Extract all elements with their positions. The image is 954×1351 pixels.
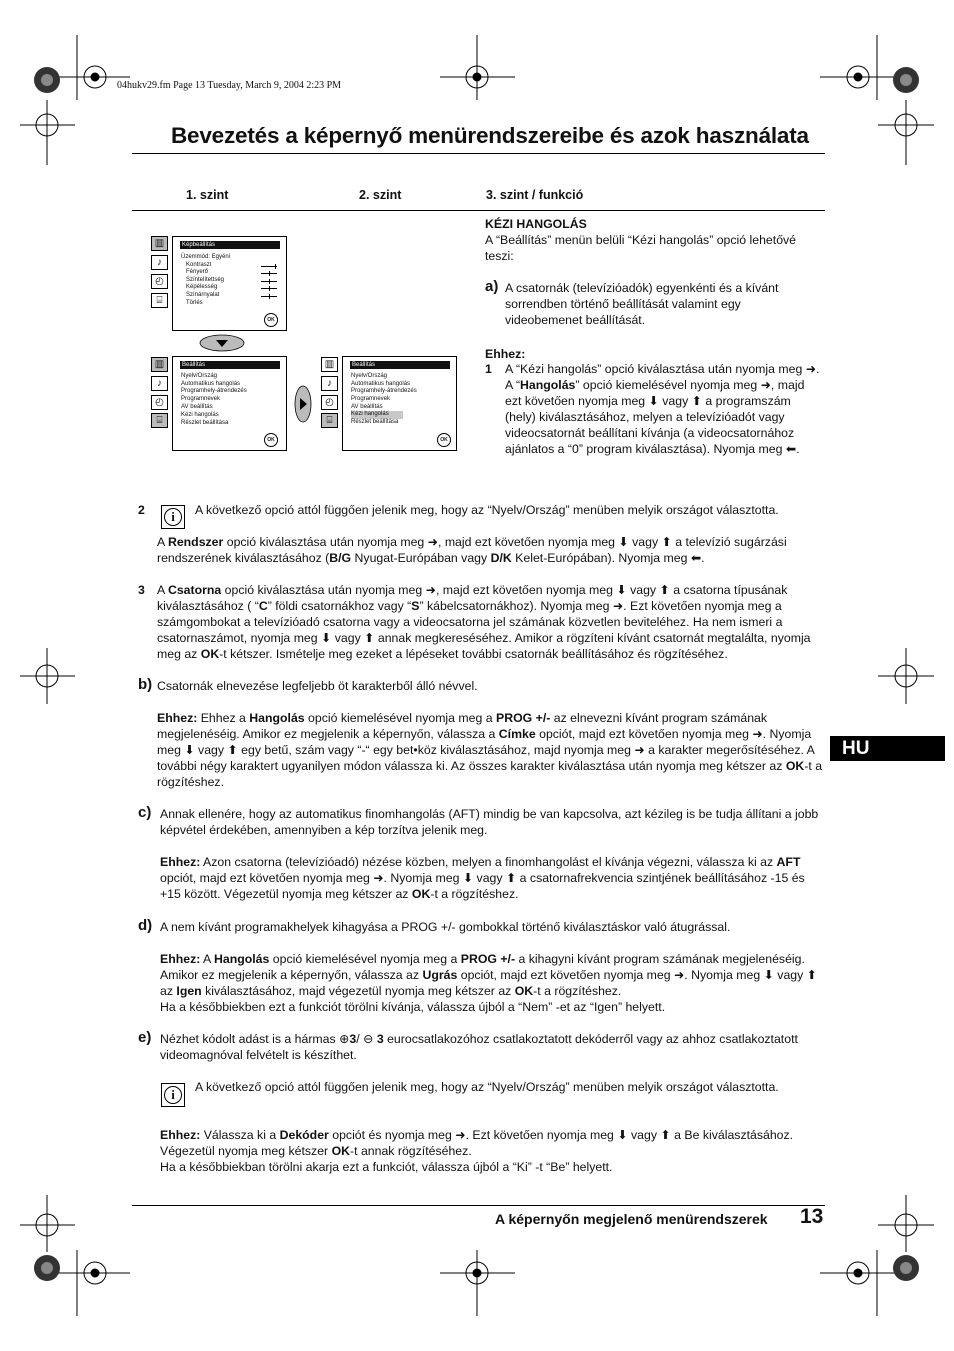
footer-section-title: A képernyőn megjelenő menürendszerek <box>495 1211 768 1227</box>
picture-menu-icon: ▥ <box>151 236 168 251</box>
info-icon: i <box>161 1083 185 1107</box>
item-label-a: a) <box>485 278 499 295</box>
menu-item: Programhely-átrendezés <box>351 388 417 394</box>
header-rule <box>132 210 825 211</box>
setup-menu-screen-selected <box>342 356 457 451</box>
picture-menu-screen <box>172 236 287 331</box>
sound-menu-icon: ♪ <box>151 376 168 391</box>
menu-item: Nyelv/Ország <box>351 373 388 379</box>
item-e-instructions: Ehhez: Válassza ki a Dekóder opciót és nyomja meg ➜. Ezt követően nyomja meg ⬇ vagy ⬆ a Be kiválasztásához. Végezetül nyomja meg kétszer OK-t annak rögzítéséhez. Ha a későbbiekban törölni akarja ezt a funkciót, válassza újból a “Ki” -t “Be” helyett. <box>160 1128 794 1174</box>
title-rule <box>132 153 825 154</box>
step-number-1: 1 <box>485 362 492 376</box>
setup-menu-title: Beállítás <box>350 361 450 369</box>
footer-rule <box>132 1205 825 1206</box>
setup-menu-icon: ⌸ <box>321 413 338 428</box>
info-note-1: A következő opció attól függően jelenik meg, hogy az “Nyelv/Ország” menüben melyik országot választotta. <box>195 503 779 517</box>
column-header-level1: 1. szint <box>186 188 229 202</box>
menu-item: Törlés <box>186 300 203 306</box>
intro-text: A “Beállítás” menün belüli “Kézi hangolás” opció lehetővé teszi: <box>485 233 797 263</box>
scart-input-icon: ⊕ <box>339 1032 350 1046</box>
page-title: Bevezetés a képernyő menürendszereibe és azok használata <box>171 123 809 148</box>
ehhez-label: Ehhez: <box>485 347 526 361</box>
ok-button-icon: OK <box>437 433 451 447</box>
right-arrow-icon <box>293 384 313 424</box>
info-note-2: A következő opció attól függően jelenik meg, hogy az “Nyelv/Ország” menüben melyik országot választotta. <box>195 1080 779 1094</box>
menu-item: AV beállítás <box>181 404 213 410</box>
item-a-text: A csatornák (televízióadók) egyenkénti és a kívánt sorrendben történő beállítását valamint egy videobemenet beállítását. <box>505 281 779 327</box>
item-label-e: e) <box>138 1029 152 1046</box>
item-d-text: A nem kívánt programakhelyek kihagyása a PROG +/- gombokkal történő kiválasztáskor való átugrással. <box>160 920 731 934</box>
language-badge: HU <box>830 736 945 761</box>
timer-menu-icon: ◴ <box>151 395 168 410</box>
ok-button-icon: OK <box>264 433 278 447</box>
step-1-text: A “Kézi hangolás” opció kiválasztása után nyomja meg ➜. A “Hangolás” opció kiemelésével nyomja meg ➜, majd ezt követően nyomja meg ⬇ vagy ⬆ a programszám (hely) kiválasztásához, melyen a televízióadót vagy videocsatornát beállítani kívánja (a videocsatornához ajánlatos a “0” program kiválasztása). Nyomja meg ⬅. <box>505 362 820 456</box>
menu-item: Színárnyalat <box>186 292 220 298</box>
picture-menu-icon: ▥ <box>321 357 338 372</box>
page-number: 13 <box>800 1205 824 1228</box>
menu-item: Automatikus hangolás <box>351 381 411 387</box>
menu-item: Nyelv/Ország <box>181 373 218 379</box>
menu-item: AV beállítás <box>351 404 383 410</box>
item-c-text: Annak ellenére, hogy az automatikus finomhangolás (AFT) mindig be van kapcsolva, azt kézileg is be tudja állítani a jobb képvétel érdekében, amennyiben a kép torzítva jelenik meg. <box>160 807 819 837</box>
setup-menu-title: Beállítás <box>180 361 280 369</box>
saturation-slider <box>261 281 277 282</box>
step-3-text: A Csatorna opció kiválasztása után nyomja meg ➜, majd ezt követően nyomja meg ⬇ vagy ⬆ a csatorna típusának kiválasztásához ( “C” földi csatornákhoz vagy “S” kábelcsatornákhoz). Nyomja meg ➜. Ezt követően nyomja meg a számgombokat a televízióadó csatorna vagy a videocsatorna jel számának közvetlen beviteléhez. Ha nem ismeri a csatornaszámot, nyomja meg ⬇ vagy ⬆ annak megkereséséhez. Amikor a rögzíteni kívánt csatornát megtalálta, nyomja meg az OK-t kétszer. Ismételje meg ezeket a lépéseket további csatornák beállításához és rögzítéséhez. <box>157 583 811 661</box>
menu-item: Részlet beállítása <box>181 420 229 426</box>
item-e-text: Nézhet kódolt adást is a hármas ⊕3/ ⊖ 3 eurocsatlakozóhoz csatlakoztatott dekóderről vagy az ahhoz csatlakoztatott videomagnóval felvételt is készíthet. <box>160 1032 798 1062</box>
item-d-instructions: Ehhez: A Hangolás opció kiemelésével nyomja meg a PROG +/- a kihagyni kívánt program számának megjelenéséig. Amikor ez megjelenik a képernyőn, válassza az Ugrás opciót, majd ezt követően nyomja meg ➜. Nyomja meg ⬇ vagy ⬆ az Igen kiválasztásához, majd végezetül nyomja meg kétszer az OK-t a rögzítéshez. Ha a későbbiekben ezt a funkciót törölni kívánja, válassza újból a “Nem” -et az “Igen” helyett. <box>160 952 817 1014</box>
hue-slider <box>261 296 277 297</box>
menu-item: Programnevek <box>181 396 221 402</box>
item-label-b: b) <box>138 676 153 693</box>
item-label-d: d) <box>138 917 153 934</box>
item-c-instructions: Ehhez: Azon csatorna (televízióadó) nézése közben, melyen a finomhangolást el kívánja végezni, válassza ki az AFT opciót, majd ezt követően nyomja meg ➜. Nyomja meg ⬇ vagy ⬆ a csatornafrekvencia szintjének beállításához -15 és +15 között. Végezetül nyomja meg kétszer az OK-t a rögzítéshez. <box>160 855 805 901</box>
menu-item: Részlet beállítása <box>351 419 399 425</box>
item-label-c: c) <box>138 804 152 821</box>
picture-menu-icon: ▥ <box>151 357 168 372</box>
setup-menu-icon: ⌸ <box>151 413 168 428</box>
menu-item: Programnevek <box>351 396 391 402</box>
item-b-instructions: Ehhez: Ehhez a Hangolás opció kiemelésével nyomja meg a PROG +/- az elnevezni kívánt program számának megjelenéséig. Amikor ez megjelenik a képernyőn, válassza a Címke opciót, majd ezt követően nyomja meg ➜. Nyomja meg ⬇ vagy ⬆ egy betű, szám vagy “-“ egy bet•köz kiválasztásához, majd nyomja meg ➜ a karakter megerősítéséhez. A további négy karaktert ugyanilyen módon válassza ki. Az összes karakter kiválasztása után nyomja meg kétszer az OK-t a rögzítéshez. <box>157 711 823 789</box>
timer-menu-icon: ◴ <box>321 395 338 410</box>
sharpness-slider <box>261 288 277 289</box>
menu-item: Programhely-átrendezés <box>181 388 247 394</box>
item-b-text: Csatornák elnevezése legfeljebb öt karakterből álló névvel. <box>157 679 478 693</box>
menu-item: Üzemmód: Egyéni <box>181 254 231 260</box>
file-info: 04hukv29.fm Page 13 Tuesday, March 9, 2004 2:23 PM <box>117 80 342 91</box>
sound-menu-icon: ♪ <box>151 255 168 270</box>
setup-menu-icon: ⌸ <box>151 293 168 308</box>
menu-item: Kontraszt <box>186 262 212 268</box>
setup-menu-screen <box>172 356 287 451</box>
column-header-level3: 3. szint / funkció <box>486 188 584 202</box>
menu-item: Kézi hangolás <box>181 412 219 418</box>
contrast-slider <box>261 266 277 267</box>
down-arrow-icon <box>198 333 246 353</box>
step-number-3: 3 <box>138 583 145 597</box>
brightness-slider <box>261 273 277 274</box>
sound-menu-icon: ♪ <box>321 376 338 391</box>
scart-output-icon: ⊖ <box>363 1032 374 1046</box>
menu-item: Színtelítettség <box>186 277 225 283</box>
info-icon: i <box>161 505 185 529</box>
menu-item: Fényerő <box>186 269 209 275</box>
ok-button-icon: OK <box>264 313 278 327</box>
picture-menu-title: Képbeállítás <box>180 241 280 249</box>
menu-item: Képélesség <box>186 284 218 290</box>
column-header-level2: 2. szint <box>359 188 402 202</box>
timer-menu-icon: ◴ <box>151 274 168 289</box>
section-heading: KÉZI HANGOLÁS <box>485 217 587 231</box>
menu-item-selected: Kézi hangolás <box>351 411 403 419</box>
step-2-text: A Rendszer opció kiválasztása után nyomja meg ➜, majd ezt követően nyomja meg ⬇ vagy ⬆ a televízió sugárzási rendszerének kiválasztásához (B/G Nyugat-Európában vagy D/K Kelet-Európában). Nyomja meg ⬅. <box>157 535 787 565</box>
step-number-2: 2 <box>138 503 145 517</box>
menu-item: Automatikus hangolás <box>181 381 241 387</box>
